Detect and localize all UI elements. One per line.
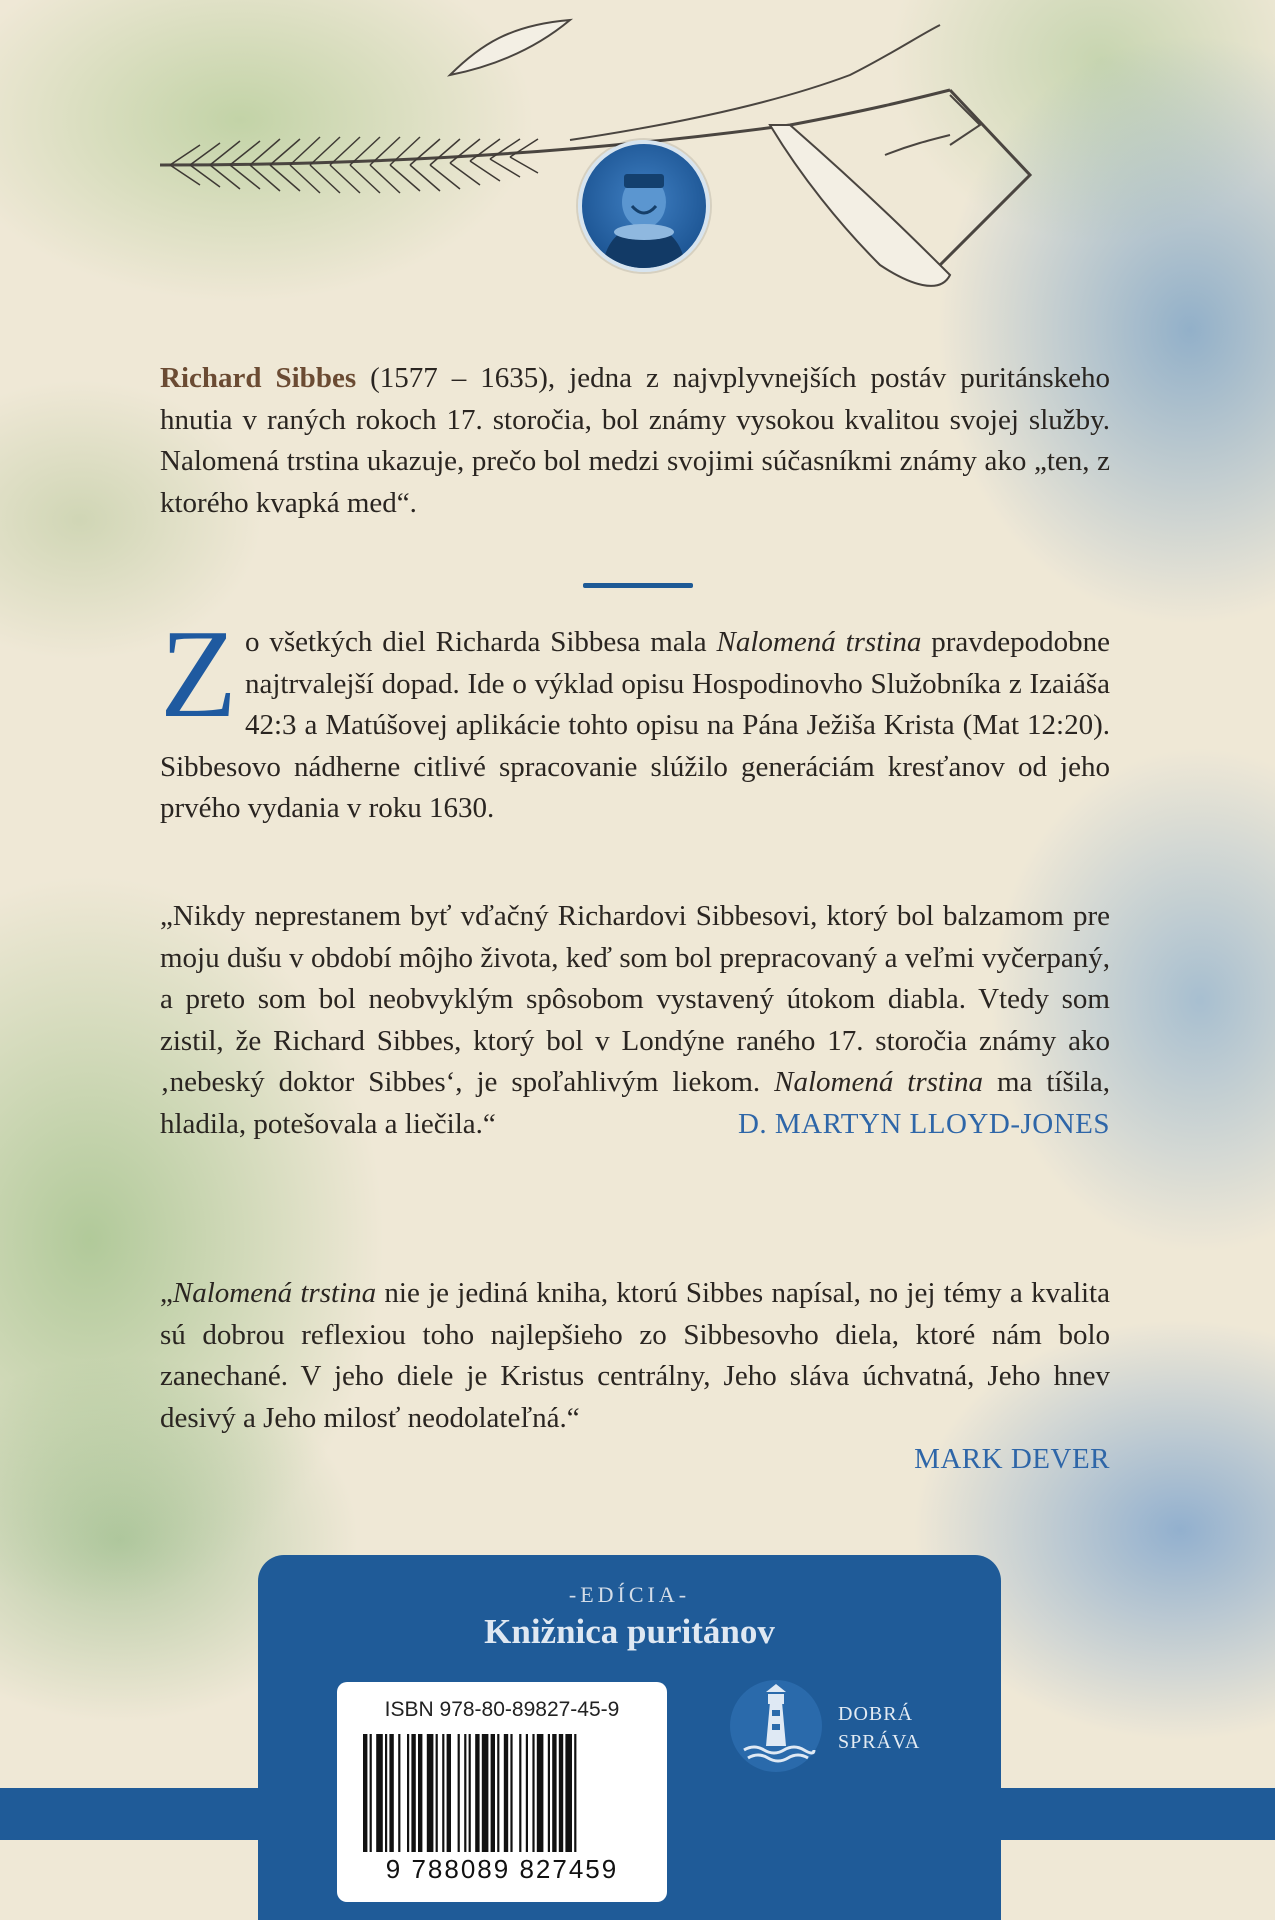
barcode-box — [337, 1682, 667, 1902]
description-paragraph — [160, 605, 1110, 830]
quote2-text: nie je jediná kniha, ktorú Sibbes napísal, no jej témy a kvalita sú dobrou reflexiou toho najlepšieho zo Sibbesovho diela, ktoré nám bolo zanechané. V jeho diele je Kristus centrálny, Jeho sláva úchvatná, Jeho hnev desivý a Jeho milosť neodolateľná.“ — [160, 1277, 1110, 1434]
publisher-logo — [730, 1680, 960, 1780]
quote1-text-start: „Nikdy neprestanem byť vďačný Richardovi Sibbesovi, ktorý bol balzamom pre moju dušu v období môjho života, keď som bol prepracovaný a veľmi vyčerpaný, a preto som bol neobvyklým spôsobom vystavený útokom diabla. Vtedy som zistil, že Richard Sibbes, ktorý bol v Londýne raného 17. storočia známy ako ‚nebeský doktor Sibbes‘, je spoľahlivým liekom. — [160, 900, 1110, 1098]
quote-lloyd-jones — [160, 896, 1110, 1145]
author-name: Richard Sibbes — [160, 362, 357, 394]
quote2-book-title: Nalomená trstina — [172, 1277, 377, 1309]
book-title-italic: Nalomená trstina — [716, 626, 922, 658]
publisher-name-line1: DOBRÁ — [838, 1703, 914, 1725]
quote-dever — [160, 1273, 1110, 1481]
quote2-author: MARK DEVER — [914, 1443, 1110, 1475]
intro-text: (1577 – 1635), jedna z najvplyvnejších postáv puritánskeho hnutia v raných rokoch 17. storočia, bol známy vysokou kvalitou svojej služby. Nalomená trstina ukazuje, prečo bol medzi svojimi súčasníkmi známy ako „ten, z ktorého kvapká med“. — [160, 362, 1110, 519]
edition-label: -EDÍCIA- — [568, 1582, 691, 1607]
edition-title: Knižnica puritánov — [484, 1612, 775, 1651]
quote1-author: D. MARTYN LLOYD-JONES — [737, 1107, 1110, 1140]
intro-paragraph — [160, 358, 1110, 524]
sibbes-portrait-medallion — [578, 140, 710, 272]
description-text-start: o všetkých diel Richarda Sibbesa mala — [244, 626, 717, 658]
section-divider — [583, 583, 693, 588]
publisher-name-line2: SPRÁVA — [838, 1731, 921, 1753]
description-text-end: pravdepodobne najtrvalejší dopad. Ide o výklad opisu Hospodinovho Služobníka z Izaiáša 42:3 a Matúšovej aplikácie tohto opisu na Pána Ježiša Krista (Mat 12:20). Sibbesovo nádherne citlivé spracovanie slúžilo generáciám kresťanov od jeho prvého vydania v roku 1630. — [160, 626, 1110, 824]
isbn-text: ISBN 978-80-89827-45-9 — [384, 1698, 620, 1721]
quote1-book-title: Nalomená trstina — [774, 1066, 984, 1098]
lighthouse-icon — [730, 1680, 822, 1772]
publisher-name — [838, 1700, 920, 1756]
drop-cap: Z — [160, 605, 237, 744]
quote1-text-end: ma tíšila, hladila, potešovala a liečila.“ — [160, 1066, 1110, 1140]
barcode-number: 9 788089 827459 — [385, 1854, 619, 1884]
barcode-icon — [363, 1734, 643, 1852]
quote2-open-mark: „ — [160, 1277, 173, 1309]
